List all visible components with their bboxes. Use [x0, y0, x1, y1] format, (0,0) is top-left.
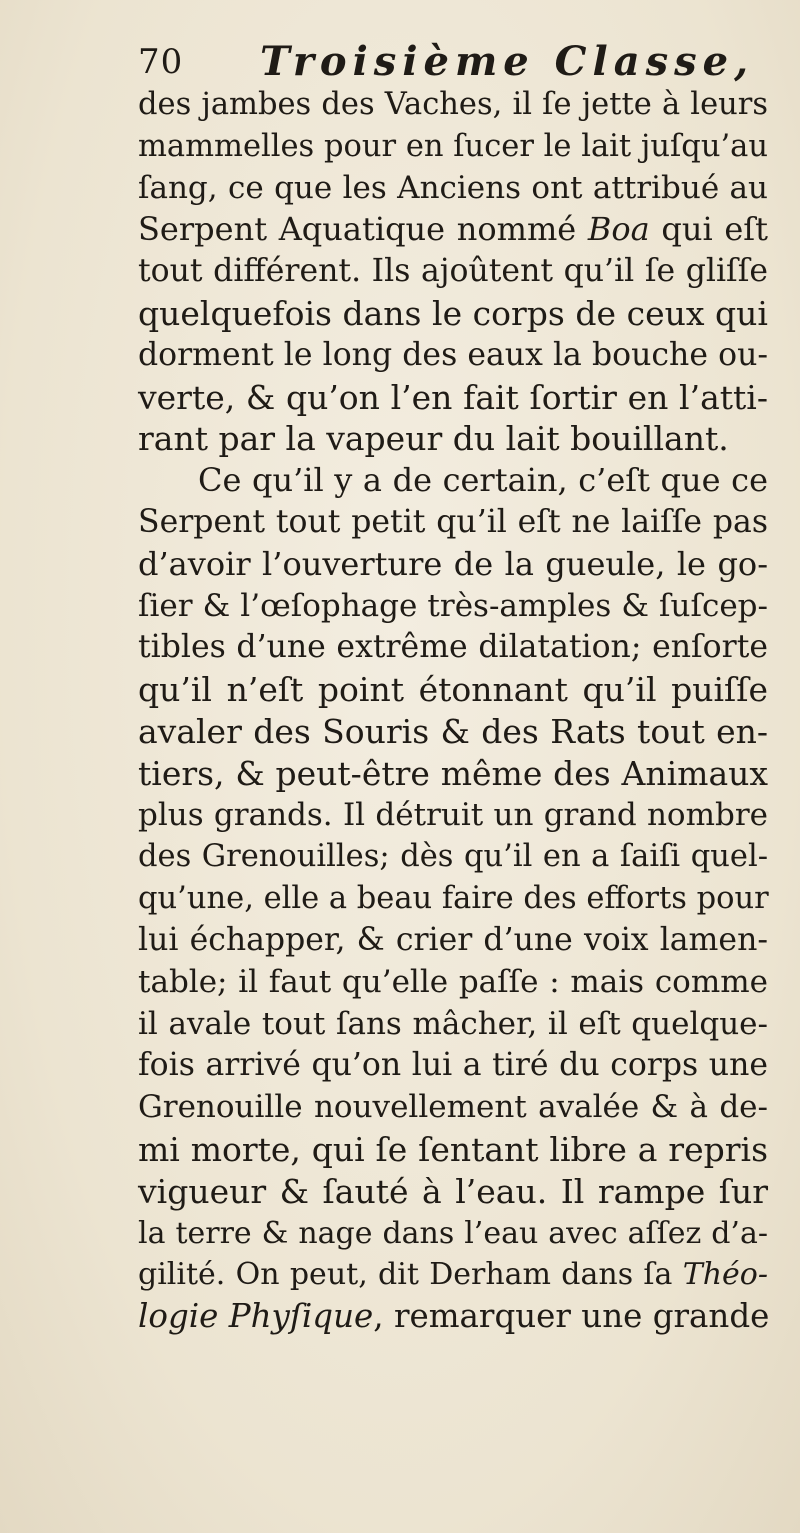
text-line: quelquefois dans le corps de ceux qui	[138, 293, 768, 333]
text-line: tout différent. Ils ajoûtent qu’il ſe gliſſe	[138, 253, 768, 290]
text-line: avaler des Souris & des Rats tout en-	[138, 711, 768, 751]
text-line: des Grenouilles; dès qu’il en a ſaiſi quel-	[138, 839, 768, 875]
text-line: logie Phyſique, remarquer une grande	[138, 1297, 770, 1336]
text-line: Grenouille nouvellement avalée & à de-	[138, 1089, 768, 1126]
text-line: mi morte, qui ſe ſentant libre a repris	[138, 1129, 768, 1169]
text-line: tibles d’une extrême dilatation; enſorte	[138, 629, 768, 666]
text-line: Serpent Aquatique nommé Boa qui eſt	[138, 210, 769, 249]
text-line: plus grands. Il détruit un grand nombre	[138, 796, 768, 833]
page-number: 70	[138, 42, 184, 82]
text-line: gilité. On peut, dit Derham dans ſa Théo-	[138, 1257, 768, 1293]
text-line: ſang, ce que les Anciens ont attribué au	[138, 169, 768, 206]
text-line: ſier & l’œſophage très-amples & ſuſcep-	[138, 587, 768, 624]
text-line: mammelles pour en ſucer le lait juſqu’au	[138, 128, 768, 164]
text-line: tiers, & peut-être même des Animaux	[138, 753, 768, 793]
text-line: qu’il n’eſt point étonnant qu’il puiſſe	[138, 670, 768, 710]
text-line: fois arrivé qu’on lui a tiré du corps une	[138, 1047, 768, 1084]
text-line: lui échapper, & crier d’une voix lamen-	[138, 921, 768, 958]
text-line: la terre & nage dans l’eau avec aſſez d’a-	[138, 1215, 768, 1251]
text-line: d’avoir l’ouverture de la gueule, le go-	[138, 544, 768, 583]
text-line: des jambes des Vaches, il ſe jette à leurs	[138, 87, 768, 122]
text-line: vigueur & ſauté à l’eau. Il rampe ſur	[138, 1171, 768, 1211]
body-text	[138, 84, 768, 1338]
text-line: Serpent tout petit qu’il eſt ne laiſſe pas	[138, 503, 768, 540]
running-head: Troisième Classe,	[260, 38, 755, 85]
text-line: verte, & qu’on l’en fait ſortir en l’atti-	[138, 377, 768, 417]
text-line: dorment le long des eaux la bouche ou-	[138, 336, 768, 373]
text-line: table; il faut qu’elle paſſe : mais comme	[138, 963, 768, 1000]
text-line: qu’une, elle a beau faire des efforts pour	[138, 881, 769, 917]
text-line: il avale tout ſans mâcher, il eſt quelque-	[138, 1005, 768, 1042]
text-line: rant par la vapeur du lait bouillant.	[138, 419, 729, 459]
text-line: Ce qu’il y a de certain, c’eſt que ce	[198, 461, 768, 500]
